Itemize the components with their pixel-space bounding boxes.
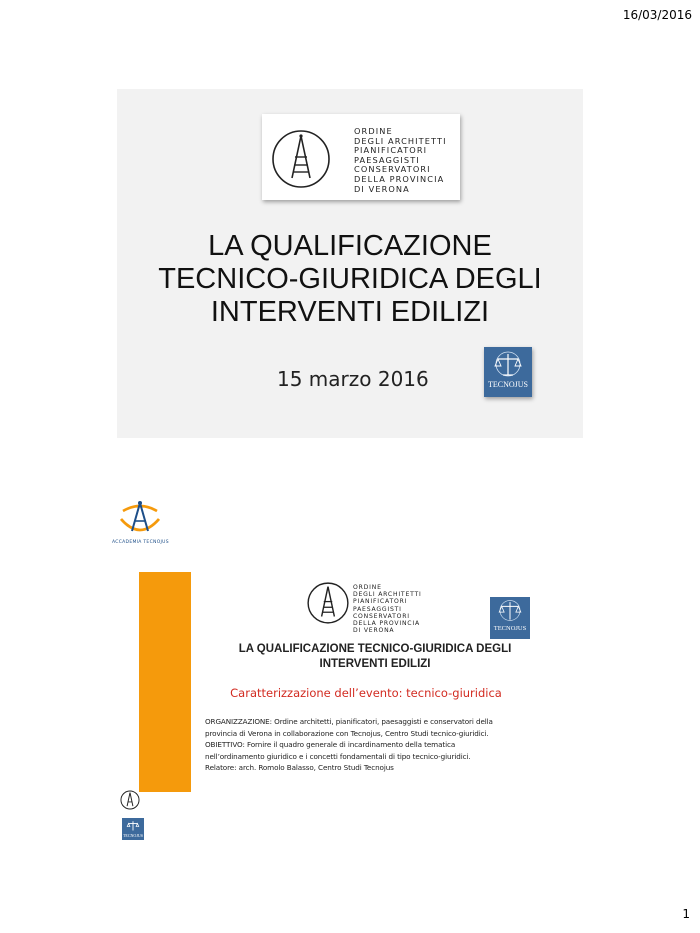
header-date: 16/03/2016 xyxy=(622,8,692,22)
logo-line: DELLA PROVINCIA xyxy=(353,620,420,628)
logo-line: CONSERVATORI xyxy=(354,164,431,175)
slide-2-title xyxy=(200,642,550,672)
architects-compass-icon xyxy=(120,790,140,810)
logo-line: CONSERVATORI xyxy=(353,612,410,620)
architects-compass-icon xyxy=(306,581,350,625)
logo-text xyxy=(354,127,447,194)
scales-icon xyxy=(490,598,530,628)
body-line: provincia di Verona in collaborazione con Tecnojus, Centro Studi tecnico-giuridici. xyxy=(205,728,489,738)
body-text: Ordine architetti, pianificatori, paesaggisti e conservatori della xyxy=(271,717,493,726)
ordine-architetti-logo xyxy=(262,114,460,200)
body-text: Fornire il quadro generale di incardinamento della tematica xyxy=(244,740,456,750)
title-line: INTERVENTI EDILIZI xyxy=(319,658,431,670)
page-number: 1 xyxy=(682,907,690,921)
logo-text xyxy=(353,584,422,634)
body-line: nell’ordinamento giuridico e i concetti fondamentali di tipo tecnico-giuridici. xyxy=(205,751,471,761)
title-line: TECNICO-GIURIDICA DEGLI xyxy=(158,263,542,295)
logo-line: PIANIFICATORI xyxy=(354,145,428,156)
accademia-label: ACCADEMIA TECNOJUS xyxy=(112,540,169,545)
logo-line: PAESAGGISTI xyxy=(354,154,420,165)
logo-line: DI VERONA xyxy=(354,183,410,194)
accademia-tecnojus-logo xyxy=(117,497,163,539)
orange-accent-bar xyxy=(136,572,191,792)
title-line: LA QUALIFICAZIONE TECNICO-GIURIDICA DEGLI xyxy=(238,643,512,655)
architects-compass-icon xyxy=(270,128,332,190)
title-line: INTERVENTI EDILIZI xyxy=(210,296,490,328)
body-line xyxy=(205,739,545,751)
tecnojus-logo xyxy=(490,597,530,639)
logo-line: DELLA PROVINCIA xyxy=(354,173,445,184)
logo-line: PIANIFICATORI xyxy=(353,598,408,606)
slide-1-date: 15 marzo 2016 xyxy=(277,367,429,391)
body-line: Relatore: arch. Romolo Balasso, Centro Studi Tecnojus xyxy=(205,763,394,773)
slide-1-title xyxy=(117,230,583,329)
organizzazione-label: ORGANIZZAZIONE: xyxy=(205,717,272,726)
tecnojus-label: TECNOJUS xyxy=(493,625,527,632)
logo-line: ORDINE xyxy=(353,584,382,591)
body-line xyxy=(205,716,545,728)
tecnojus-label: TECNOJUS xyxy=(122,833,143,838)
logo-line: DI VERONA xyxy=(353,627,395,635)
tecnojus-logo xyxy=(484,347,532,397)
slide-2-subtitle: Caratterizzazione dell’evento: tecnico-giuridica xyxy=(230,686,502,700)
slide-1 xyxy=(117,89,583,438)
logo-line: ORDINE xyxy=(354,126,393,136)
slide-2-body xyxy=(205,716,545,774)
logo-line: DEGLI ARCHITETTI xyxy=(353,591,422,599)
logo-line: PAESAGGISTI xyxy=(353,605,402,613)
tecnojus-label: TECNOJUS xyxy=(487,380,528,389)
title-line: LA QUALIFICAZIONE xyxy=(208,230,492,262)
logo-line: DEGLI ARCHITETTI xyxy=(354,135,447,146)
obiettivo-label: OBIETTIVO: xyxy=(205,740,245,750)
tecnojus-logo xyxy=(122,818,144,840)
